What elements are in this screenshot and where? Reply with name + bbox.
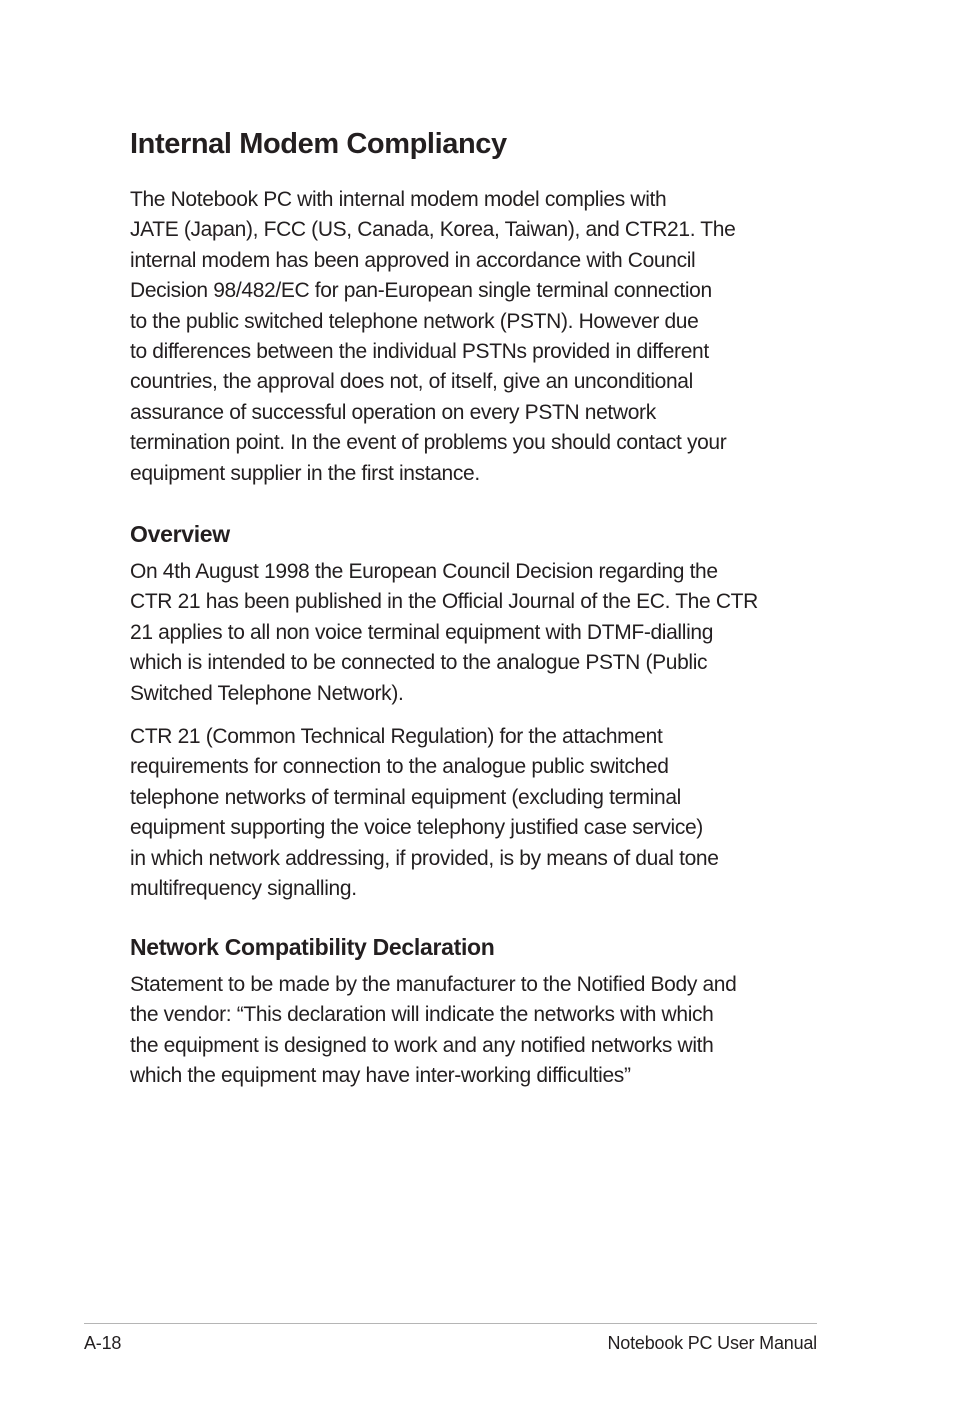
text-line: Decision 98/482/EC for pan-European single terminal connection [130, 279, 712, 303]
text-line: requirements for connection to the analogue public switched [130, 755, 669, 779]
overview-paragraph-2-block [130, 722, 719, 904]
text-line: Switched Telephone Network). [130, 681, 404, 705]
text-line: which the equipment may have inter-working difficulties” [130, 1064, 631, 1088]
text-line: telephone networks of terminal equipment (excluding terminal [130, 785, 681, 809]
text-line: termination point. In the event of problems you should contact your [130, 431, 727, 455]
network-heading: Network Compatibility Declaration [130, 934, 495, 960]
intro-block [130, 185, 735, 489]
text-line: internal modem has been approved in accordance with Council [130, 248, 696, 272]
text-line: multifrequency signalling. [130, 877, 357, 901]
text-line: CTR 21 has been published in the Official Journal of the EC. The CTR [130, 590, 758, 614]
text-line: equipment supplier in the first instance. [130, 461, 480, 485]
overview-paragraph-1 [130, 557, 758, 709]
text-line: On 4th August 1998 the European Council Decision regarding the [130, 560, 718, 583]
text-line: the vendor: “This declaration will indicate the networks with which [130, 1003, 714, 1027]
manual-title: Notebook PC User Manual [607, 1333, 817, 1353]
text-line: assurance of successful operation on every PSTN network [130, 400, 656, 424]
page-title: Internal Modem Compliancy [130, 128, 507, 160]
footer-divider [84, 1323, 817, 1324]
text-line: JATE (Japan), FCC (US, Canada, Korea, Taiwan), and CTR21. The [130, 218, 736, 242]
text-line: which is intended to be connected to the analogue PSTN (Public [130, 651, 708, 675]
text-line: 21 applies to all non voice terminal equipment with DTMF-dialling [130, 620, 714, 644]
overview-paragraph-2 [130, 722, 719, 904]
text-line: the equipment is designed to work and any notified networks with [130, 1033, 714, 1057]
text-line: The Notebook PC with internal modem model complies with [130, 188, 667, 211]
text-line: in which network addressing, if provided, is by means of dual tone [130, 846, 719, 870]
page-number: A-18 [84, 1333, 122, 1353]
text-line: CTR 21 (Common Technical Regulation) for the attachment [130, 725, 663, 748]
text-line: countries, the approval does not, of itself, give an unconditional [130, 370, 693, 394]
overview-paragraph-1-block [130, 557, 758, 709]
text-line: to the public switched telephone network (PSTN). However due [130, 309, 699, 333]
text-line: Statement to be made by the manufacturer to the Notified Body and [130, 973, 737, 996]
network-section [130, 931, 495, 963]
network-paragraph [130, 970, 736, 1092]
overview-heading: Overview [130, 521, 230, 547]
intro-paragraph [130, 185, 735, 489]
text-line: equipment supporting the voice telephony justified case service) [130, 816, 703, 840]
overview-section [130, 518, 230, 550]
network-paragraph-block [130, 970, 736, 1092]
text-line: to differences between the individual PSTNs provided in different [130, 340, 709, 364]
